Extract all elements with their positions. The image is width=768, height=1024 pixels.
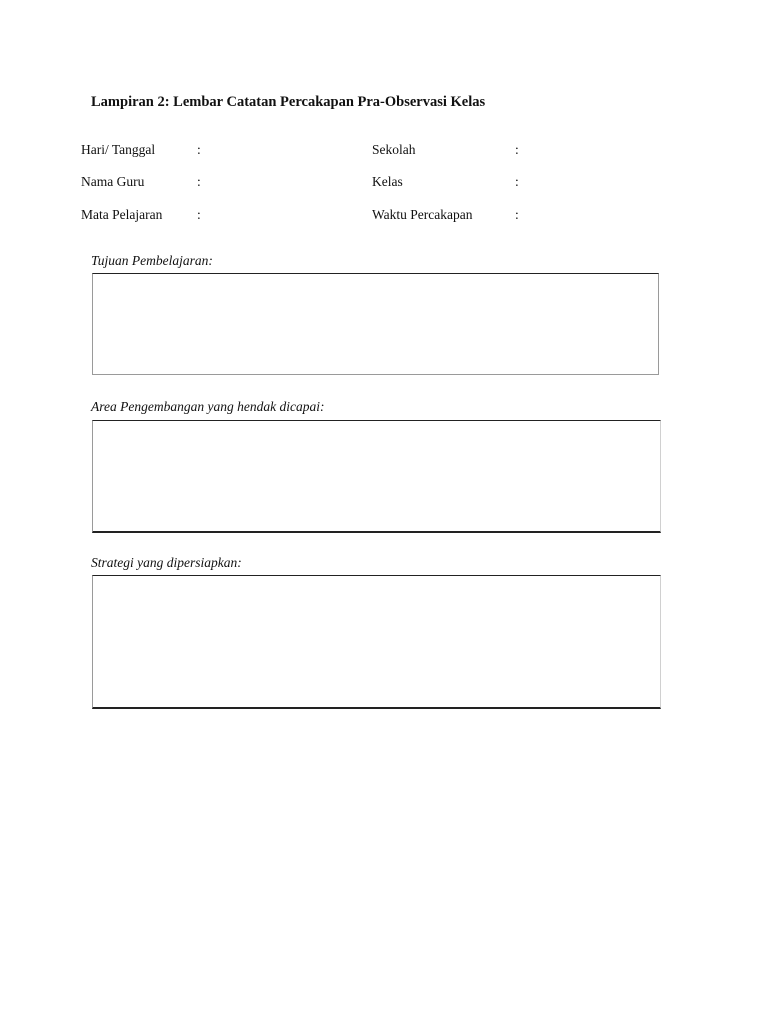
field-colon: : [197, 207, 201, 222]
document-title: Lampiran 2: Lembar Catatan Percakapan Pra-Observasi Kelas [91, 94, 486, 110]
field-label-hari-tanggal: Hari/ Tanggal [81, 142, 156, 157]
tujuan-pembelajaran-box [92, 273, 659, 375]
field-label-waktu-percakapan: Waktu Percakapan [372, 207, 473, 222]
field-label-sekolah: Sekolah [372, 142, 416, 157]
field-colon: : [515, 142, 519, 157]
section-label-area-pengembangan: Area Pengembangan yang hendak dicapai: [91, 399, 325, 414]
field-colon: : [197, 142, 201, 157]
field-colon: : [515, 174, 519, 189]
field-label-kelas: Kelas [372, 174, 403, 189]
field-colon: : [515, 207, 519, 222]
area-pengembangan-box [92, 420, 661, 533]
field-label-nama-guru: Nama Guru [81, 174, 145, 189]
section-label-tujuan-pembelajaran: Tujuan Pembelajaran: [91, 253, 213, 268]
field-label-mata-pelajaran: Mata Pelajaran [81, 207, 163, 222]
strategi-box [92, 575, 661, 709]
section-label-strategi: Strategi yang dipersiapkan: [91, 555, 242, 570]
field-colon: : [197, 174, 201, 189]
